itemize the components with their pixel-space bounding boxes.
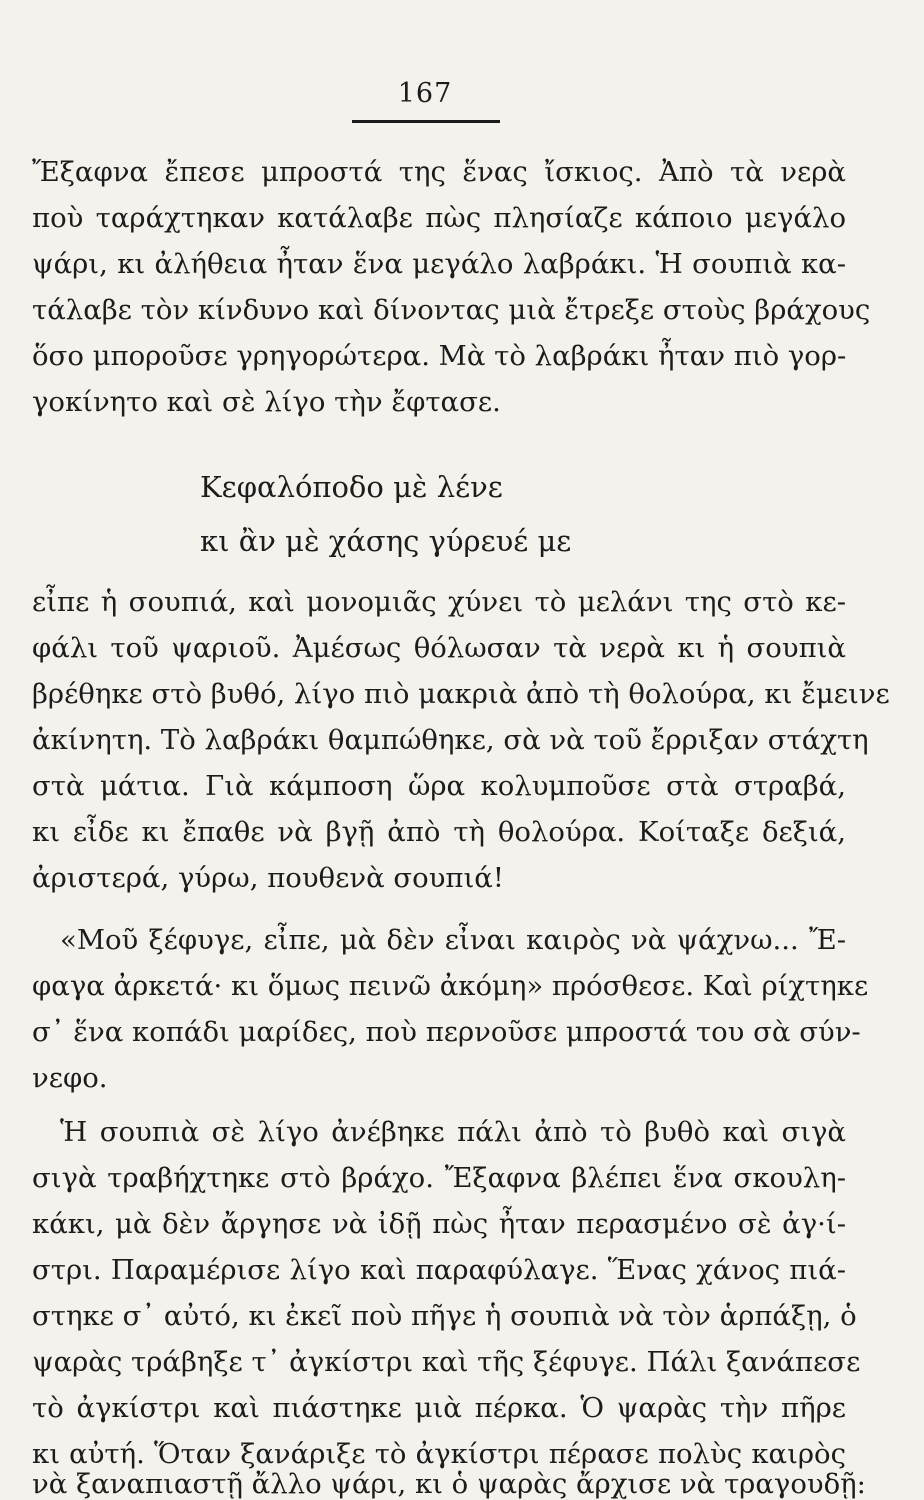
text-line: στὰ μάτια. Γιὰ κάμποση ὥρα κολυμποῦσε στὰ στραβά, xyxy=(32,770,846,802)
verse-line: κι ἂν μὲ χάσης γύρευέ με xyxy=(200,524,572,558)
page-number-rule xyxy=(352,120,500,123)
text-line: νὰ ξαναπιαστῇ ἄλλο ψάρι, κι ὁ ψαρὰς ἄρχισε νὰ τραγουδῇ: xyxy=(32,1468,866,1500)
page-number: 167 xyxy=(397,78,453,109)
text-line: βρέθηκε στὸ βυθό, λίγο πιὸ μακριὰ ἀπὸ τὴ θολούρα, κι ἔμεινε xyxy=(32,678,890,710)
verse-line: Κεφαλόποδο μὲ λένε xyxy=(200,470,503,504)
text-line: σ᾽ ἕνα κοπάδι μαρίδες, ποὺ περνοῦσε μπροστά του σὰ σύν- xyxy=(32,1016,861,1048)
text-line: ποὺ ταράχτηκαν κατάλαβε πὼς πλησίαζε κάποιο μεγάλο xyxy=(32,202,846,234)
text-line: κι εἶδε κι ἔπαθε νὰ βγῇ ἀπὸ τὴ θολούρα. Κοίταξε δεξιά, xyxy=(32,816,846,848)
text-line: κάκι, μὰ δὲν ἄργησε νὰ ἰδῇ πὼς ἦταν περασμένο σὲ ἀγ·ί- xyxy=(32,1208,846,1240)
text-line: Ἔξαφνα ἔπεσε μπροστά της ἕνας ἴσκιος. Ἀπὸ τὰ νερὰ xyxy=(32,156,846,188)
text-line: στρι. Παραμέρισε λίγο καὶ παραφύλαγε. Ἕνας χάνος πιά- xyxy=(32,1254,846,1286)
text-line: φαγα ἀρκετά· κι ὅμως πεινῶ ἀκόμη» πρόσθεσε. Καὶ ρίχτηκε xyxy=(32,970,869,1002)
text-line: ὅσο μποροῦσε γρηγορώτερα. Μὰ τὸ λαβράκι ἦταν πιὸ γορ- xyxy=(32,340,847,372)
text-line: κι αὐτή. Ὅταν ξανάριξε τὸ ἀγκίστρι πέρασε πολὺς καιρὸς xyxy=(32,1438,846,1470)
text-line: «Μοῦ ξέφυγε, εἶπε, μὰ δὲν εἶναι καιρὸς νὰ ψάχνω... Ἔ- xyxy=(60,924,846,956)
text-line: τάλαβε τὸν κίνδυνο καὶ δίνοντας μιὰ ἔτρεξε στοὺς βράχους xyxy=(32,294,871,326)
text-line: νεφο. xyxy=(32,1062,108,1094)
text-line: τὸ ἀγκίστρι καὶ πιάστηκε μιὰ πέρκα. Ὁ ψαρὰς τὴν πῆρε xyxy=(32,1392,846,1424)
text-line: ἀκίνητη. Τὸ λαβράκι θαμπώθηκε, σὰ νὰ τοῦ ἔρριξαν στάχτη xyxy=(32,724,869,756)
text-line: στηκε σ᾽ αὐτό, κι ἐκεῖ ποὺ πῆγε ἡ σουπιὰ νὰ τὸν ἁρπάξῃ, ὁ xyxy=(32,1300,857,1332)
text-line: φάλι τοῦ ψαριοῦ. Ἀμέσως θόλωσαν τὰ νερὰ κι ἡ σουπιὰ xyxy=(32,632,846,664)
text-line: ἀριστερά, γύρω, πουθενὰ σουπιά! xyxy=(32,862,504,894)
text-line: Ἡ σουπιὰ σὲ λίγο ἀνέβηκε πάλι ἀπὸ τὸ βυθὸ καὶ σιγὰ xyxy=(60,1116,846,1148)
text-line: ψαρὰς τράβηξε τ᾽ ἀγκίστρι καὶ τῆς ξέφυγε. Πάλι ξανάπεσε xyxy=(32,1346,861,1378)
text-line: ψάρι, κι ἀλήθεια ἦταν ἕνα μεγάλο λαβράκι. Ἡ σουπιὰ κα- xyxy=(32,248,846,280)
text-line: γοκίνητο καὶ σὲ λίγο τὴν ἔφτασε. xyxy=(32,386,501,418)
text-line: εἶπε ἡ σουπιά, καὶ μονομιᾶς χύνει τὸ μελάνι της στὸ κε- xyxy=(32,586,846,618)
text-line: σιγὰ τραβήχτηκε στὸ βράχο. Ἔξαφνα βλέπει ἕνα σκουλη- xyxy=(32,1162,846,1194)
